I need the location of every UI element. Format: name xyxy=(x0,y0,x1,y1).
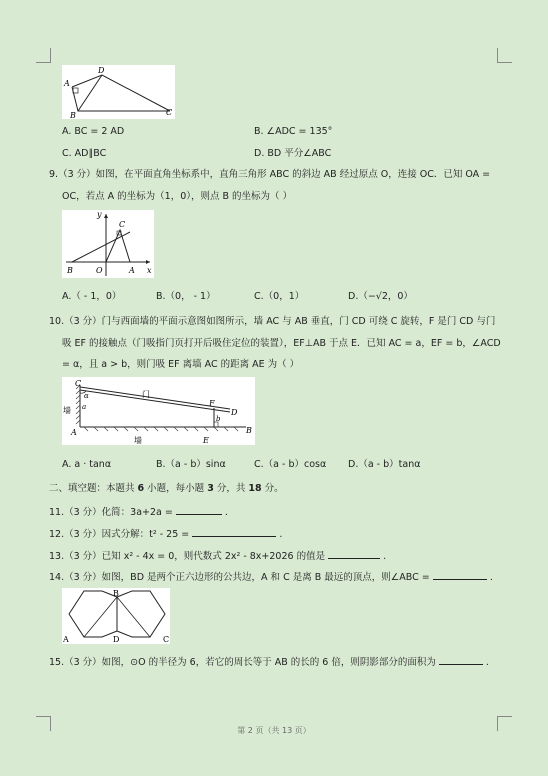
q9-coordinate-figure xyxy=(62,210,154,278)
q10-label-d: D xyxy=(231,408,238,417)
q8-label-d: D xyxy=(98,66,105,75)
crop-mark-top-left xyxy=(36,48,51,63)
q9-option-d: D.（−√2，0） xyxy=(348,291,413,302)
q14-label-a: A xyxy=(63,635,69,644)
q11 xyxy=(49,504,228,520)
q10-label-b-point: B xyxy=(246,426,252,435)
q12-text: 12.（3 分）因式分解：t² - 25 = xyxy=(49,529,190,540)
q10-text-line1: 10.（3 分）门与西面墙的平面示意图如图所示，墙 AC 与 AB 垂直，门 CD 可绕 C 旋转，F 是门 CD 与门 xyxy=(49,316,496,327)
q14-label-d: D xyxy=(113,635,120,644)
q8-label-b: B xyxy=(70,111,76,119)
q15-answer-blank[interactable] xyxy=(439,654,483,665)
page-footer: 第 2 页（共 13 页） xyxy=(237,726,311,735)
q10-label-f: F xyxy=(209,399,215,408)
q8-label-a: A xyxy=(64,79,70,88)
q13-period: . xyxy=(383,551,387,562)
q12-answer-blank[interactable] xyxy=(192,526,276,537)
q11-text: 11.（3 分）化简：3a+2a = xyxy=(49,507,173,518)
q10-door-figure xyxy=(62,377,255,445)
section2-mid1: 小题，每小题 xyxy=(144,483,208,494)
section2-prefix: 二、填空题：本题共 xyxy=(49,483,138,494)
q9-label-c: C xyxy=(119,220,126,229)
q9-option-a: A.（ - 1，0） xyxy=(62,291,122,302)
q10-label-wall-horizontal: 墙 xyxy=(134,436,142,445)
q10-label-alpha: α xyxy=(84,392,89,400)
q8-option-c: C. AD∥BC xyxy=(62,148,107,159)
section2-heading xyxy=(49,482,284,496)
q10-option-c: C.（a - b）cosα xyxy=(254,459,327,470)
q10-label-wall-vertical: 墙 xyxy=(63,406,71,415)
q8-quadrilateral-figure xyxy=(62,65,175,119)
q9-text-line2: OC，若点 A 的坐标为（1，0），则点 B 的坐标为（ ） xyxy=(62,191,293,202)
section2-suffix: 分。 xyxy=(261,483,284,494)
q10-label-a: a xyxy=(82,403,87,411)
q12 xyxy=(49,526,282,542)
q13 xyxy=(49,548,386,564)
q10-label-e: E xyxy=(203,436,209,445)
q8-label-c: C xyxy=(166,108,173,117)
q14-answer-blank[interactable] xyxy=(433,569,487,580)
q8-option-b: B. ∠ADC = 135° xyxy=(254,126,333,137)
q11-answer-blank[interactable] xyxy=(176,504,222,515)
section2-points-each: 3 xyxy=(207,483,214,494)
q11-period: . xyxy=(224,507,228,518)
q10-text-line2: 吸 EF 的接触点（门吸指门页打开后吸住定位的装置），EF⊥AB 于点 E．已知 AC = a，EF = b，∠ACD xyxy=(62,338,501,349)
q10-text-line3: = α，且 a > b，则门吸 EF 离墙 AC 的距离 AE 为（ ） xyxy=(62,359,300,370)
q9-option-b: B.（0， - 1） xyxy=(156,291,216,302)
q9-label-b: B xyxy=(67,266,73,275)
q10-label-b-length: b xyxy=(216,415,221,423)
q10-option-b: B.（a - b）sinα xyxy=(156,459,226,470)
q14-hexagons-figure xyxy=(62,588,170,644)
q9-label-y: y xyxy=(97,210,102,219)
q13-text: 13.（3 分）已知 x² - 4x = 0，则代数式 2x² - 8x+2026 的值是 xyxy=(49,551,326,562)
q8-option-d: D. BD 平分∠ABC xyxy=(254,148,332,159)
q15 xyxy=(49,654,489,670)
q9-label-x: x xyxy=(147,266,152,275)
q10-label-c: C xyxy=(75,379,82,388)
q10-label-a-point: A xyxy=(71,428,77,437)
q14-label-b: B xyxy=(113,589,119,598)
q9-label-a: A xyxy=(129,266,135,275)
section2-points-total: 18 xyxy=(248,483,262,494)
q9-option-c: C.（0，1） xyxy=(254,291,305,302)
crop-mark-top-right xyxy=(497,48,512,63)
section2-mid2: 分，共 xyxy=(213,483,249,494)
q10-option-a: A. a · tanα xyxy=(62,459,112,470)
q12-period: . xyxy=(279,529,283,540)
q14 xyxy=(49,569,493,585)
q13-answer-blank[interactable] xyxy=(328,548,380,559)
q14-text: 14.（3 分）如图，BD 是两个正六边形的公共边，A 和 C 是离 B 最远的顶点，则∠ABC = xyxy=(49,572,430,583)
q14-label-c: C xyxy=(163,635,170,644)
q9-label-o: O xyxy=(96,266,103,275)
section2-question-count: 6 xyxy=(137,483,145,494)
q8-option-a: A. BC = 2 AD xyxy=(62,126,125,137)
q10-option-d: D.（a - b）tanα xyxy=(348,459,421,470)
q15-text: 15.（3 分）如图，⊙O 的半径为 6，若它的周长等于 AB 的长的 6 倍，则阴影部分的面积为 xyxy=(49,657,436,668)
q9-text-line1: 9.（3 分）如图，在平面直角坐标系中，直角三角形 ABC 的斜边 AB 经过原点 O，连接 OC．已知 OA = xyxy=(49,169,491,180)
q14-period: . xyxy=(489,572,493,583)
q15-period: . xyxy=(485,657,489,668)
q10-label-door: 门 xyxy=(142,390,150,399)
